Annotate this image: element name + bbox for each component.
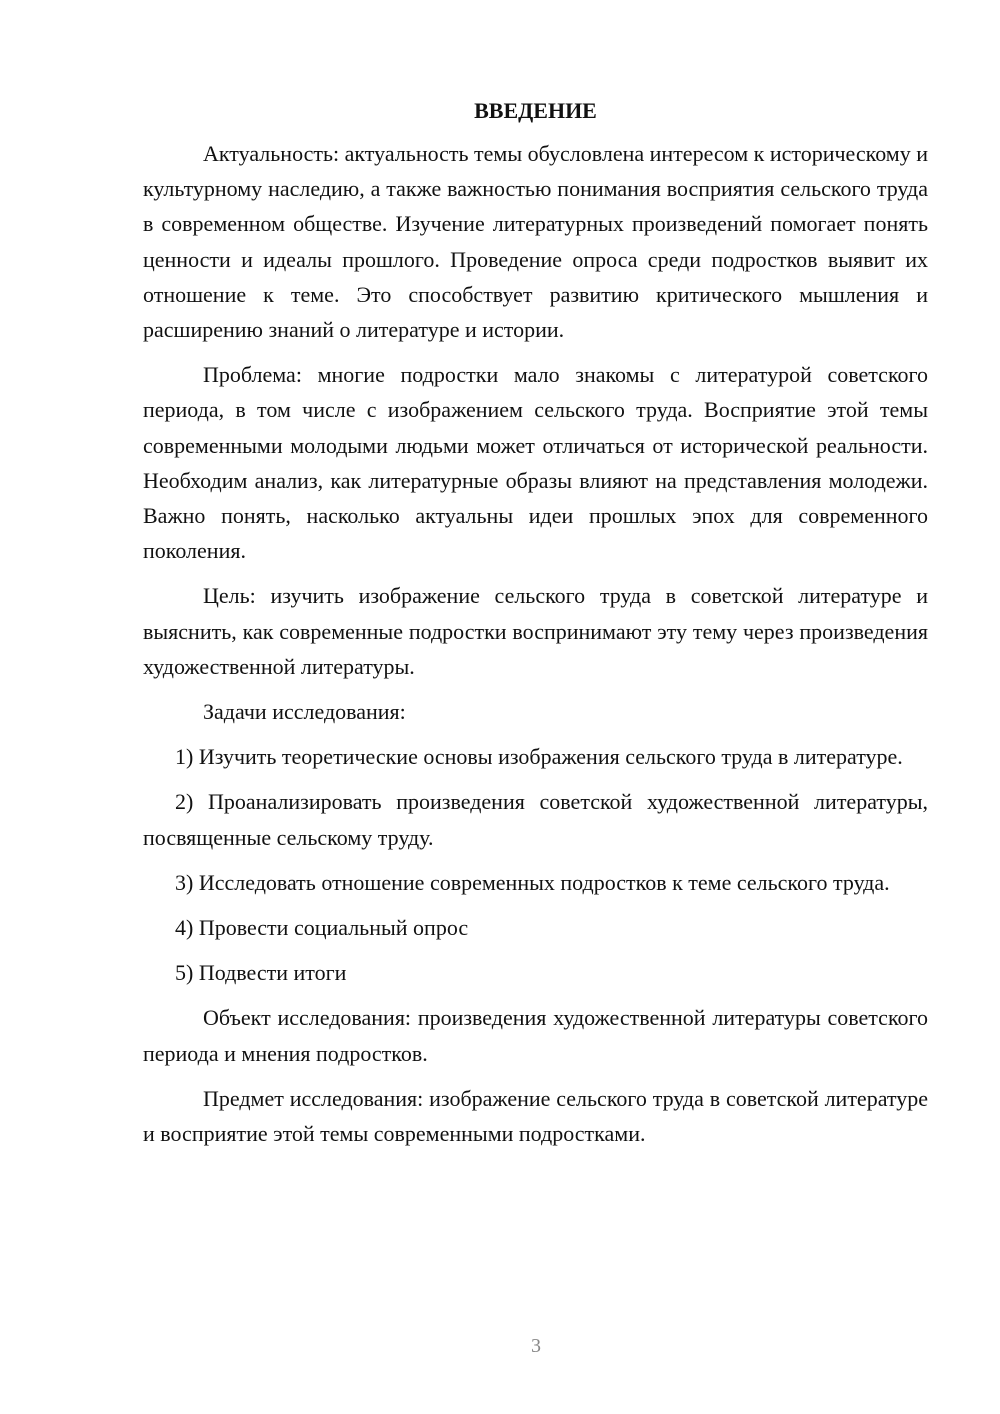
task-item: 5) Подвести итоги — [175, 960, 347, 986]
goal-paragraph: Цель: изучить изображение сельского труда в советской литературе и выяснить, как современные подростки воспринимают эту тему через произведения художественной литературы. — [143, 583, 928, 679]
task-item: 2) Проанализировать произведения советской художественной литературы, посвященные сельскому труду. — [143, 789, 928, 850]
page-number: 3 — [531, 1335, 541, 1357]
task-item: 3) Исследовать отношение современных подростков к теме сельского труда. — [175, 869, 890, 895]
task-item: 4) Провести социальный опрос — [175, 915, 469, 941]
problem-paragraph: Проблема: многие подростки мало знакомы с литературой советского периода, в том числе с изображением сельского труда. Восприятие этой темы современными молодыми людьми может отличаться от исторической реальности. Необходим анализ, как литературные образы влияют на представления молодежи. Важно понять, насколько актуальны идеи прошлых эпох для современного поколения. — [143, 362, 928, 564]
subject-paragraph: Предмет исследования: изображение сельского труда в советской литературе и восприятие этой темы современными подростками. — [143, 1085, 928, 1147]
page-content — [143, 96, 928, 1161]
tasks-title: Задачи исследования: — [203, 699, 406, 725]
task-item: 1) Изучить теоретические основы изображения сельского труда в литературе. — [175, 744, 903, 770]
object-paragraph: Объект исследования: произведения художественной литературы советского периода и мнения подростков. — [143, 1005, 928, 1066]
relevance-paragraph: Актуальность: актуальность темы обусловлена интересом к историческому и культурному наследию, а также важностью понимания восприятия сельского труда в современном обществе. Изучение литературных произведений помогает понять ценности и идеалы прошлого. Проведение опроса среди подростков выявит их отношение к теме. Это способствует развитию критического мышления и расширению знаний о литературе и истории. — [143, 141, 928, 343]
section-heading: ВВЕДЕНИЕ — [474, 98, 597, 123]
